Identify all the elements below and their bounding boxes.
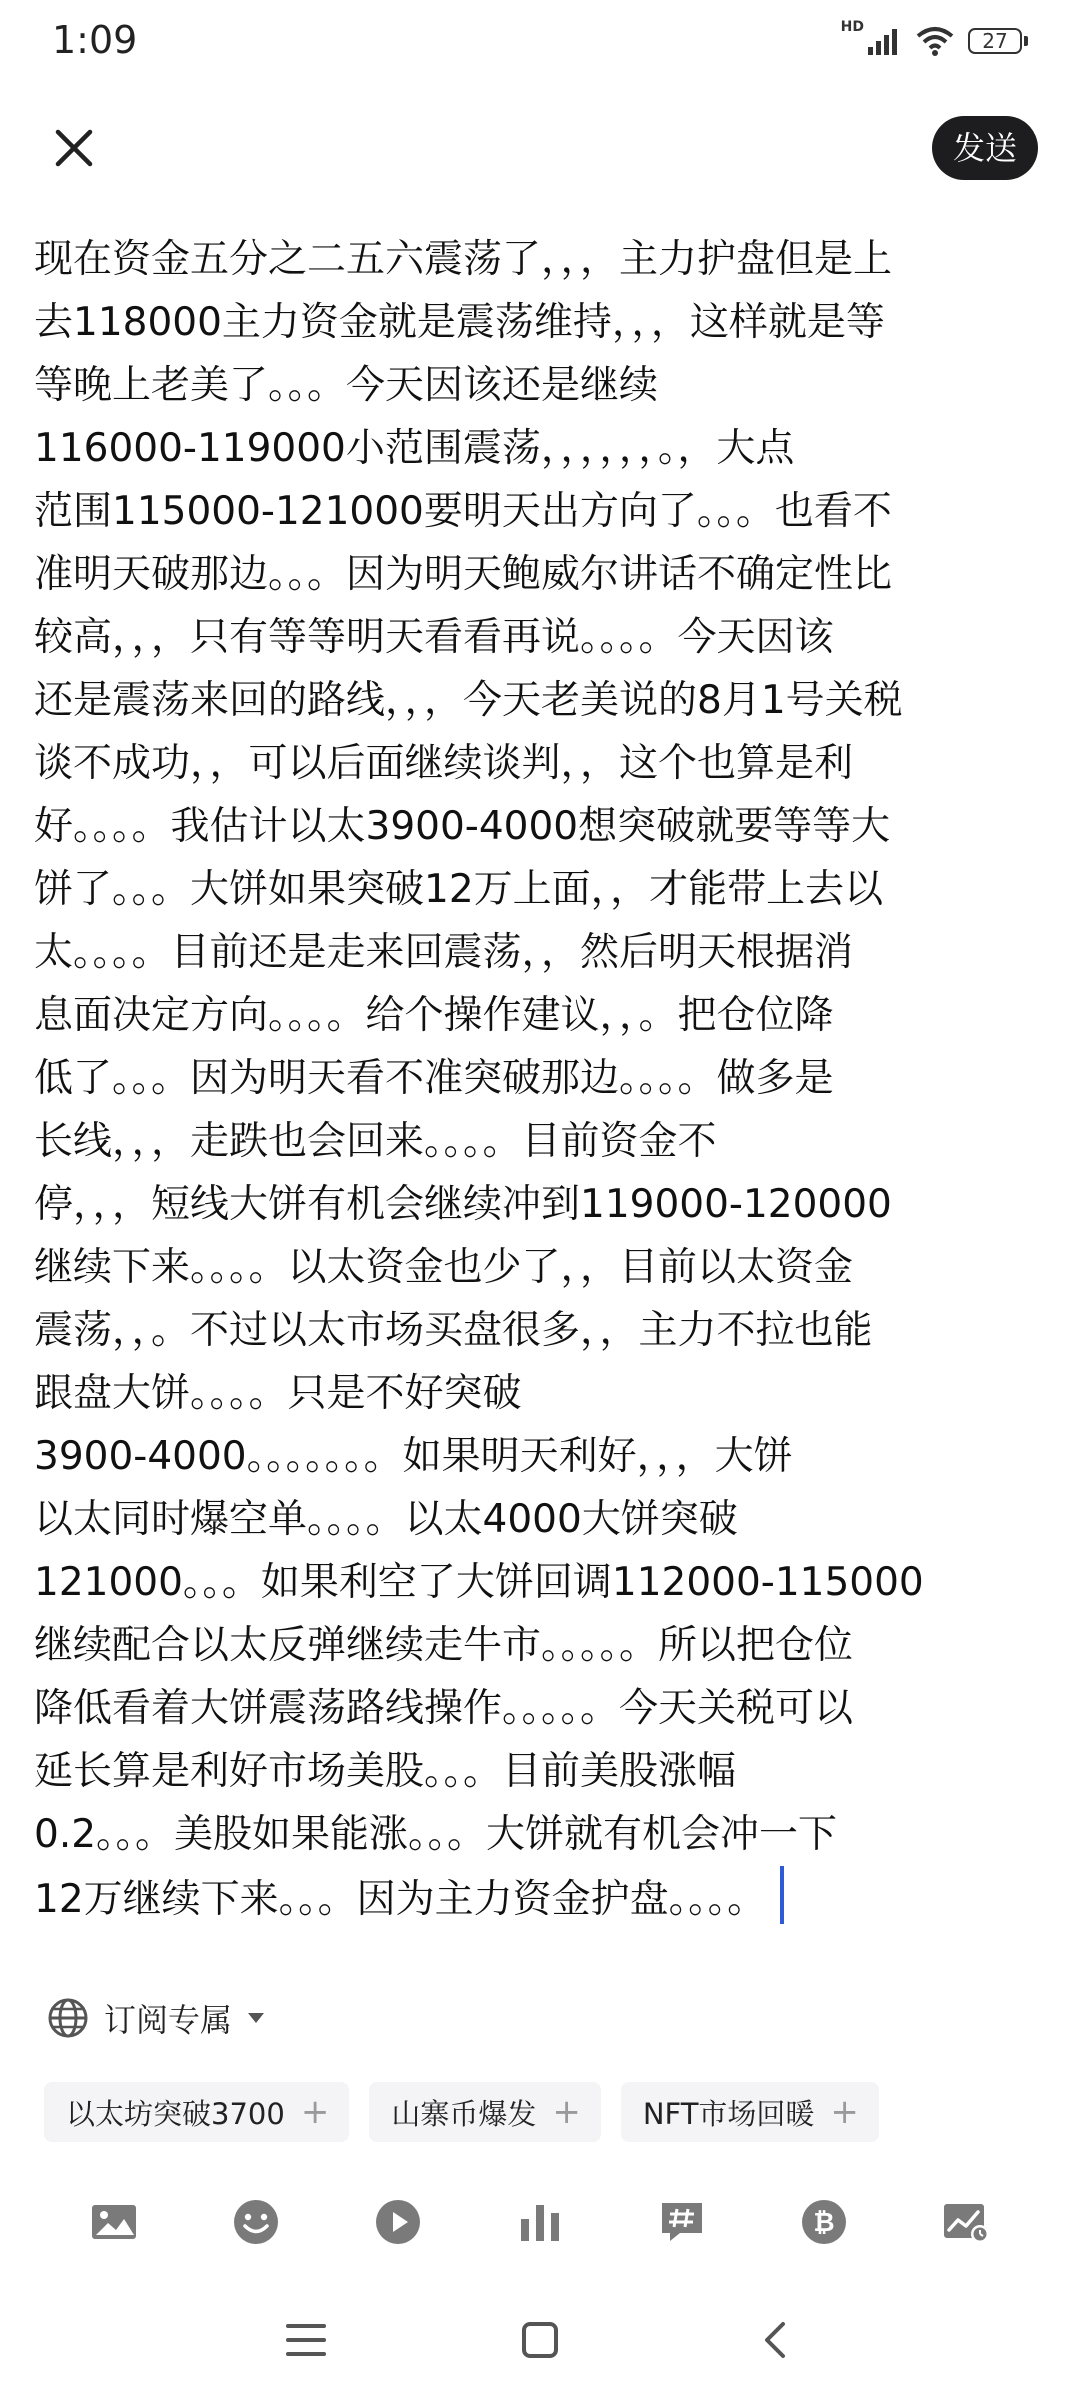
- plus-icon: +: [830, 2092, 859, 2132]
- system-navbar: [0, 2300, 1080, 2380]
- post-text-line: 121000。。。如果利空了大饼回调112000-115000: [34, 1560, 924, 1605]
- post-text-line: 3900-4000。。。。。。。如果明天利好，，，大饼: [34, 1434, 793, 1479]
- post-text-line: 太。。。。目前还是走来回震荡，，然后明天根据消: [34, 930, 854, 975]
- signal-icon: [868, 27, 902, 55]
- topic-chip-label: 山寨币爆发: [391, 2096, 537, 2131]
- post-text-line: 116000-119000小范围震荡，，，，，，。，大点: [34, 426, 795, 471]
- hashtag-icon: [658, 2199, 706, 2245]
- battery-icon: [968, 28, 1028, 54]
- caret-down-icon: [246, 2011, 266, 2025]
- post-text-line: 息面决定方向。。。。给个操作建议，，。把仓位降: [34, 993, 834, 1038]
- home-button[interactable]: [510, 2310, 570, 2370]
- image-icon: [90, 2201, 138, 2243]
- svg-text:₿: ₿: [813, 2208, 835, 2238]
- post-text-line: 好。。。。我估计以太3900-4000想突破就要等等大: [34, 804, 891, 849]
- post-text-line: 停，，，短线大饼有机会继续冲到119000-120000: [34, 1182, 892, 1227]
- post-text-line: 现在资金五分之二五六震荡了，，，主力护盘但是上: [34, 237, 893, 282]
- text-cursor: [780, 1866, 784, 1924]
- home-square-icon: [521, 2321, 559, 2359]
- plus-icon: +: [552, 2092, 581, 2132]
- video-button[interactable]: [368, 2192, 428, 2252]
- topic-chip[interactable]: [369, 2082, 601, 2142]
- trade-chart-icon: [942, 2200, 990, 2244]
- topic-chip-label: NFT市场回暖: [642, 2096, 815, 2131]
- bitcoin-button[interactable]: [794, 2192, 854, 2252]
- battery-level: 27: [968, 28, 1022, 54]
- post-text-line: 降低看着大饼震荡路线操作。。。。。今天关税可以: [34, 1686, 854, 1731]
- post-text-line: 饼了。。。大饼如果突破12万上面，，才能带上去以: [34, 867, 884, 912]
- post-text-line: 0.2。。。美股如果能涨。。。大饼就有机会冲一下: [34, 1812, 838, 1857]
- hashtag-button[interactable]: [652, 2192, 712, 2252]
- post-text-line: 12万继续下来。。。因为主力资金护盘。。。。: [34, 1866, 1044, 1929]
- post-text-line: 长线，，，走跌也会回来。。。。目前资金不: [34, 1119, 717, 1164]
- post-editor[interactable]: [34, 228, 1044, 1929]
- send-button[interactable]: 发送: [932, 116, 1038, 180]
- menu-icon: [286, 2322, 326, 2358]
- post-text-line: 继续配合以太反弹继续走牛市。。。。。所以把仓位: [34, 1623, 854, 1668]
- post-text-line: 谈不成功，，可以后面继续谈判，，这个也算是利: [34, 741, 854, 786]
- composer-toolbar: [0, 2182, 1080, 2262]
- post-text-line: 等晚上老美了。。。今天因该还是继续: [34, 363, 659, 408]
- recent-apps-button[interactable]: [276, 2310, 336, 2370]
- back-chevron-icon: [759, 2320, 789, 2360]
- audience-selector[interactable]: [46, 1990, 266, 2046]
- trade-chart-button[interactable]: [936, 2192, 996, 2252]
- close-icon: [54, 128, 94, 168]
- audience-label: 订阅专属: [104, 2001, 233, 2039]
- topic-chip-label: 以太坊突破3700: [66, 2096, 285, 2131]
- post-text-line: 延长算是利好市场美股。。。目前美股涨幅: [34, 1749, 737, 1794]
- post-text-line: 跟盘大饼。。。。只是不好突破: [34, 1371, 522, 1416]
- topic-chip[interactable]: [44, 2082, 349, 2142]
- post-text-line: 较高，，，只有等等明天看看再说。。。。今天因该: [34, 615, 834, 660]
- back-button[interactable]: [744, 2310, 804, 2370]
- post-text-line: 还是震荡来回的路线，，，今天老美说的8月1号关税: [34, 678, 903, 723]
- status-time: 1:09: [52, 18, 138, 62]
- close-button[interactable]: [42, 116, 106, 180]
- post-text-line: 准明天破那边。。。因为明天鲍威尔讲话不确定性比: [34, 552, 893, 597]
- chart-button[interactable]: [510, 2192, 570, 2252]
- status-icons: [840, 19, 1028, 56]
- emoji-icon: [232, 2198, 280, 2246]
- video-icon: [374, 2198, 422, 2246]
- status-bar: [0, 0, 1080, 90]
- topic-chips: [44, 2082, 879, 2142]
- post-text-line: 继续下来。。。。以太资金也少了，，目前以太资金: [34, 1245, 854, 1290]
- emoji-button[interactable]: [226, 2192, 286, 2252]
- post-text-line: 去118000主力资金就是震荡维持，，，这样就是等: [34, 300, 885, 345]
- post-text-line: 范围115000-121000要明天出方向了。。。也看不: [34, 489, 892, 534]
- topic-chip[interactable]: [621, 2082, 879, 2142]
- chart-icon: [517, 2201, 563, 2243]
- bitcoin-icon: [800, 2198, 848, 2246]
- post-text-line: 震荡，，。不过以太市场买盘很多，，主力不拉也能: [34, 1308, 873, 1353]
- hd-label: HD: [840, 19, 864, 35]
- plus-icon: +: [300, 2092, 330, 2132]
- post-text-line: 低了。。。因为明天看不准突破那边。。。。做多是: [34, 1056, 834, 1101]
- post-text-line: 以太同时爆空单。。。。以太4000大饼突破: [34, 1497, 738, 1542]
- image-button[interactable]: [84, 2192, 144, 2252]
- globe-icon: [46, 1996, 90, 2040]
- wifi-icon: [916, 26, 954, 56]
